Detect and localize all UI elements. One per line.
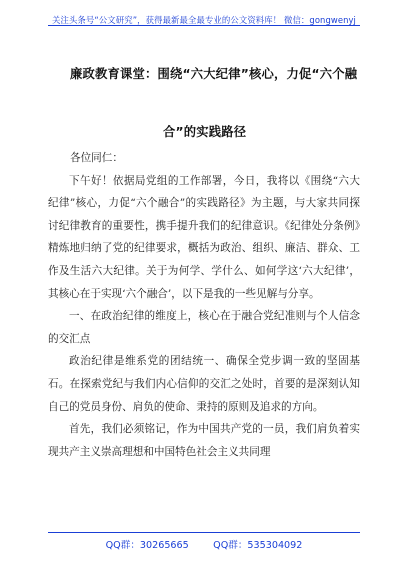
document-title-line-2: 合”的实践路径 xyxy=(163,125,247,139)
salutation: 各位同仁： xyxy=(70,152,123,164)
document-title-line-1: 廉政教育课堂：围绕“六大纪律”核心，力促“六个融 xyxy=(70,67,358,81)
page-footer xyxy=(0,533,408,552)
body-paragraph: 首先，我们必须铭记，作为中国共产党的一员，我们肩负着实现共产主义崇高理想和中国特色社会主义共同理 xyxy=(48,423,360,458)
body-paragraph: 下午好！依据局党组的工作部署，今日，我将以《围绕“六大纪律”核心，力促“六个融合”的实践路径》为主题，与大家共同探讨纪律教育的重要性，携手提升我们的纪律意识。《纪律处分条例》精炼地归纳了党的纪律要求，概括为政治、组织、廉洁、群众、工作及生活六大纪律。关于为何学、学什么、如何学这‘六大纪律’，其核心在于实现‘六个融合’，以下是我的一些见解与分享。 xyxy=(48,174,360,300)
footer-qq-groups: QQ群：30265665 QQ群：535304092 xyxy=(105,540,303,551)
body-paragraph: 政治纪律是维系党的团结统一、确保全党步调一致的坚固基石。在探索党纪与我们内心信仰的交汇之处时，首要的是深刻认知自己的党员身份、肩负的使命、秉持的原则及追求的方向。 xyxy=(48,355,360,413)
document-body xyxy=(48,147,360,463)
header-promo-text: 关注头条号“公文研究”，获得最新最全最专业的公文资料库！ 微信：gongwenyj xyxy=(52,15,356,25)
section-heading: 一、在政治纪律的维度上，核心在于融合党纪准则与个人信念的交汇点 xyxy=(48,310,360,345)
header-divider xyxy=(48,25,360,26)
